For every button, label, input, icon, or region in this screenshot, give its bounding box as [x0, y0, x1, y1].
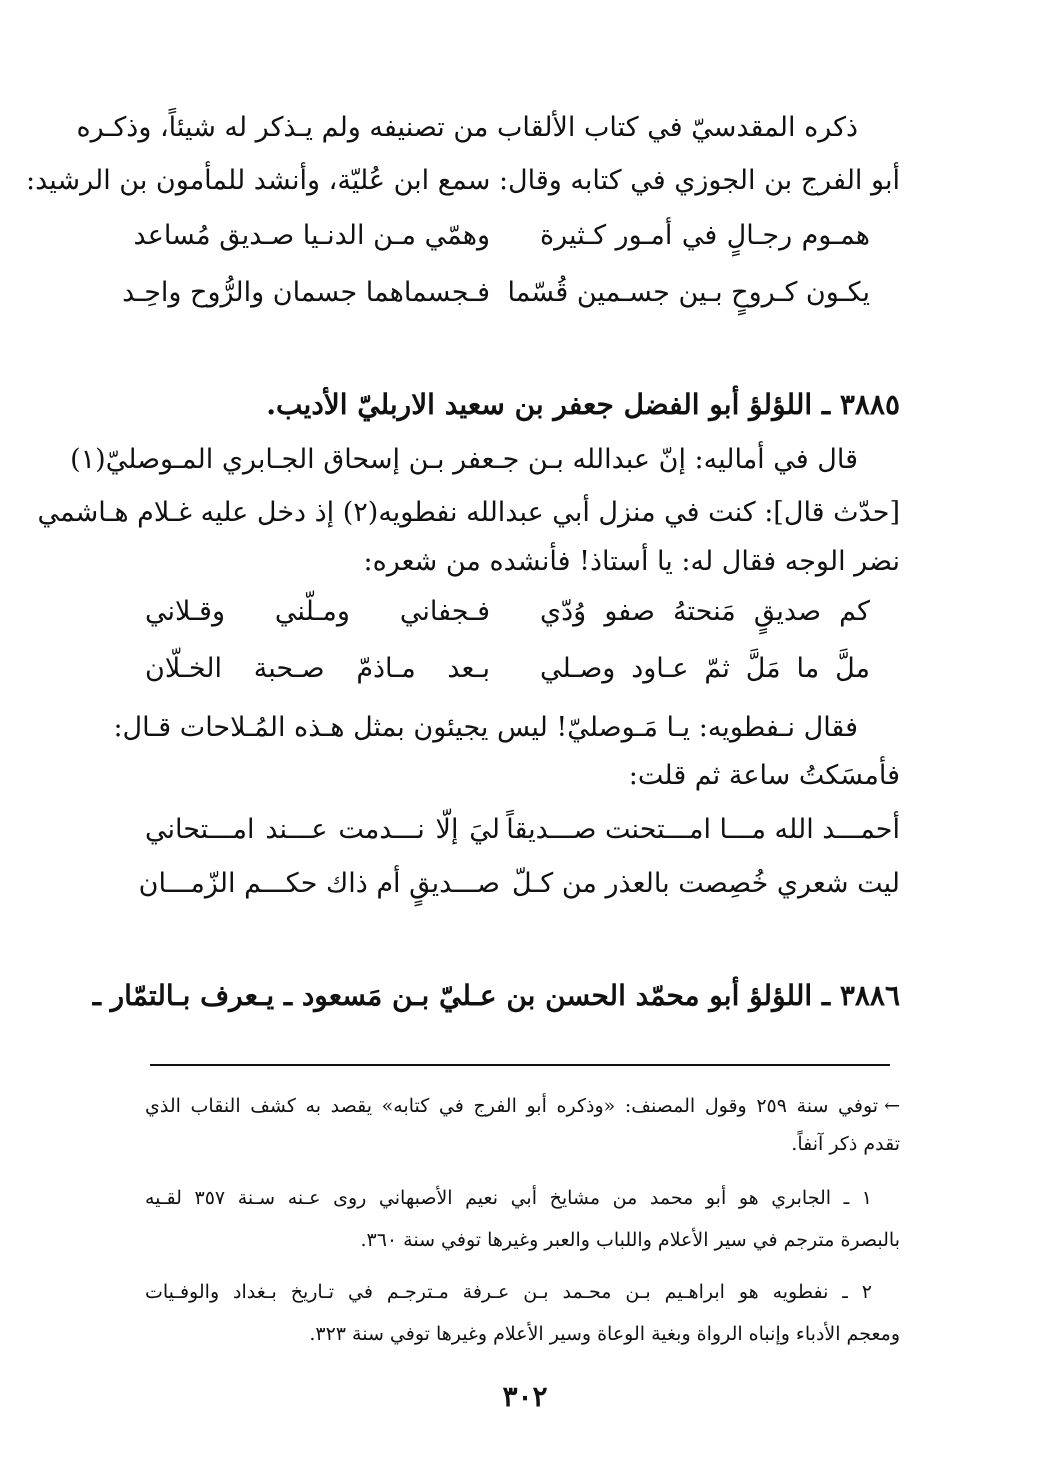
- verse-hemistich: ليَ إلّا نـــدمت عـــند امـــتحاني: [145, 814, 500, 845]
- verse-line: [138, 862, 900, 906]
- footnote-line: بالبصرة مترجم في سير الأعلام واللباب والعبر وغيرها توفي سنة ٣٦٠.: [360, 1229, 900, 1251]
- paragraph-line: فقال نـفطويه: يـا مَـوصليّ! ليس يجيئون بمثل هـذه المُـلاحات قـال:: [113, 712, 858, 743]
- paragraph-line: ذكره المقدسيّ في كتاب الألقاب من تصنيفه ولم يـذكر له شيئاً، وذكـره: [76, 112, 858, 143]
- paragraph-line: نضر الوجه فقال له: يا أستاذ! فأنشده من شعره:: [363, 546, 900, 577]
- paragraph-line: أبو الفرج بن الجوزي في كتابه وقال: سمع ابن عُليّة، وأنشد للمأمون بن الرشيد:: [26, 165, 900, 196]
- paragraph-line: [حدّث قال]: كنت في منزل أبي عبدالله نفطويه(٢) إذ دخل عليه غـلام هـاشمي: [37, 497, 900, 528]
- verse-line: [145, 590, 900, 634]
- verse-hemistich: أحمـــد الله مـــا امـــتحنت صـــديقاً: [506, 814, 900, 845]
- verse-hemistich: بـعد مـاذمّ صـحبة الخـلّان: [145, 653, 490, 684]
- paragraph-line: فأمسَكتُ ساعة ثم قلت:: [628, 760, 900, 791]
- verse-line: [145, 808, 900, 852]
- footnote-line: ٢ ـ نفطويه هو ابراهـيم بـن محـمد بـن عـرفة مـترجـم في تـاريخ بـغداد والوفـيات: [145, 1281, 872, 1303]
- footnote-line: ومعجم الأدباء وإنباه الرواة وبغية الوعاة وسير الأعلام وغيرها توفي سنة ٣٢٣.: [309, 1323, 900, 1345]
- arrow-left-icon: ←: [884, 1095, 901, 1117]
- verse-line: [145, 647, 900, 691]
- verse-hemistich: ليت شعري خُصِصت بالعذر من كـلّ: [512, 868, 900, 899]
- verse-hemistich: ملَّ ما مَلَّ ثمّ عـاود وصـلي: [540, 653, 870, 684]
- paragraph-line: قال في أماليه: إنّ عبدالله بـن جـعفر بـن إسحاق الجـابري المـوصليّ(١): [70, 444, 858, 475]
- entry-heading: ٣٨٨٥ ـ اللؤلؤ أبو الفضل جعفر بن سعيد الاربليّ الأديب.: [266, 388, 900, 421]
- footnote-line: ١ ـ الجابري هو أبو محمد من مشايخ أبي نعيم الأصبهاني روى عـنه سـنة ٣٥٧ لقـيه: [145, 1187, 872, 1209]
- footnote-line: [145, 1090, 900, 1122]
- page-number: ٣٠٢: [502, 1380, 548, 1413]
- footnote-text: توفي سنة ٢٥٩ وقول المصنف: «وذكره أبو الفرج في كتابه» يقصد به كشف النقاب الذي: [145, 1095, 879, 1117]
- verse-hemistich: كم صديقٍ مَنحتهُ صفو وُدّي: [540, 596, 870, 627]
- verse-hemistich: صـــديقٍ أم ذاك حكـــم الزّمـــان: [138, 868, 500, 899]
- verse-hemistich: فـجفاني ومـلّني وقـلاني: [145, 596, 490, 627]
- verse-hemistich: همـوم رجـالٍ في أمـور كـثيرة: [540, 220, 870, 251]
- footnote-divider: [150, 1064, 890, 1066]
- footnote-line: تقدم ذكر آنفاً.: [791, 1133, 900, 1155]
- verse-hemistich: وهمّي مـن الدنـيا صـديق مُساعد: [133, 220, 490, 251]
- entry-heading: ٣٨٨٦ ـ اللؤلؤ أبو محمّد الحسن بن عـليّ بـن مَسعود ـ يـعرف بـالتمّار ـ: [92, 979, 900, 1012]
- verse-line: [122, 271, 900, 315]
- verse-hemistich: فـجسماهما جسمان والرُّوح واحِـد: [122, 277, 490, 308]
- verse-hemistich: يكـون كـروحٍ بـين جسـمين قُسّما: [507, 277, 870, 308]
- verse-line: [133, 214, 900, 258]
